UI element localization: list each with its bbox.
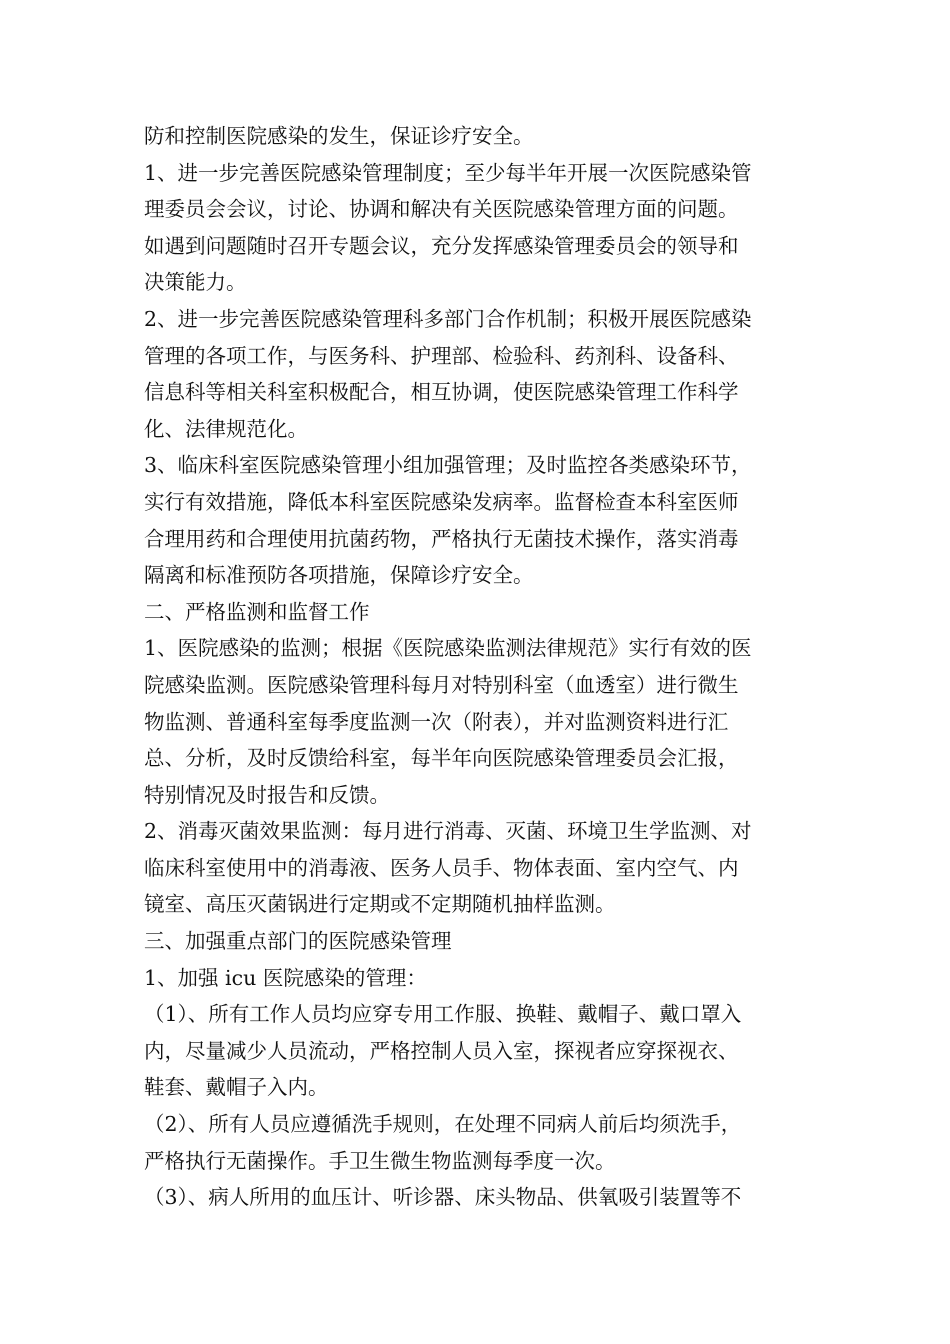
text-line: 2、消毒灭菌效果监测：每月进行消毒、灭菌、环境卫生学监测、对 [144, 819, 752, 844]
text-line: 镜室、高压灭菌锅进行定期或不定期随机抽样监测。 [144, 892, 616, 917]
text-line: 防和控制医院感染的发生，保证诊疗安全。 [144, 124, 534, 148]
text-line: （1）、所有工作人员均应穿专用工作服、换鞋、戴帽子、戴口罩入 [144, 1002, 742, 1027]
text-line: 1、进一步完善医院感染管理制度；至少每半年开展一次医院感染管 [144, 160, 752, 185]
text-line: 严格执行无菌操作。手卫生微生物监测每季度一次。 [144, 1148, 616, 1173]
text-line: 实行有效措施，降低本科室医院感染发病率。监督检查本科室医师 [144, 489, 739, 514]
text-line: 临床科室使用中的消毒液、医务人员手、物体表面、室内空气、内 [144, 855, 739, 880]
text-line: 信息科等相关科室积极配合，相互协调，使医院感染管理工作科学 [144, 380, 739, 405]
text-line: 管理的各项工作，与医务科、护理部、检验科、药剂科、设备科、 [144, 343, 739, 368]
text-line: 1、医院感染的监测；根据《医院感染监测法律规范》实行有效的医 [144, 636, 752, 661]
text-line: 院感染监测。医院感染管理科每月对特别科室（血透室）进行微生 [144, 672, 739, 697]
text-line: 三、加强重点部门的医院感染管理 [144, 929, 452, 954]
document-page [144, 118, 810, 1216]
text-line: 二、严格监测和监督工作 [144, 599, 370, 624]
text-line: 总、分析，及时反馈给科室，每半年向医院感染管理委员会汇报， [144, 746, 739, 771]
text-line: 隔离和标准预防各项措施，保障诊疗安全。 [144, 563, 534, 588]
text-line: 内，尽量减少人员流动，严格控制人员入室，探视者应穿探视衣、 [144, 1038, 739, 1063]
text-line: 3、临床科室医院感染管理小组加强管理；及时监控各类感染环节， [144, 453, 752, 478]
text-line: （2）、所有人员应遵循洗手规则，在处理不同病人前后均须洗手， [144, 1112, 742, 1137]
text-line: 物监测、普通科室每季度监测一次（附表），并对监测资料进行汇 [144, 709, 729, 734]
text-line: 决策能力。 [144, 270, 247, 295]
text-line: 化、法律规范化。 [144, 416, 308, 441]
text-line: 合理用药和合理使用抗菌药物，严格执行无菌技术操作，落实消毒 [144, 526, 739, 551]
text-line: 理委员会会议，讨论、协调和解决有关医院感染管理方面的问题。 [144, 197, 739, 222]
text-line: 2、进一步完善医院感染管理科多部门合作机制；积极开展医院感染 [144, 306, 752, 331]
text-line: 如遇到问题随时召开专题会议，充分发挥感染管理委员会的领导和 [144, 233, 739, 258]
text-line: （3）、病人所用的血压计、听诊器、床头物品、供氧吸引装置等不 [144, 1185, 742, 1210]
text-line: 鞋套、戴帽子入内。 [144, 1075, 329, 1100]
text-line: 特别情况及时报告和反馈。 [144, 782, 390, 807]
text-line: 1、加强 icu 医院感染的管理： [144, 965, 427, 990]
